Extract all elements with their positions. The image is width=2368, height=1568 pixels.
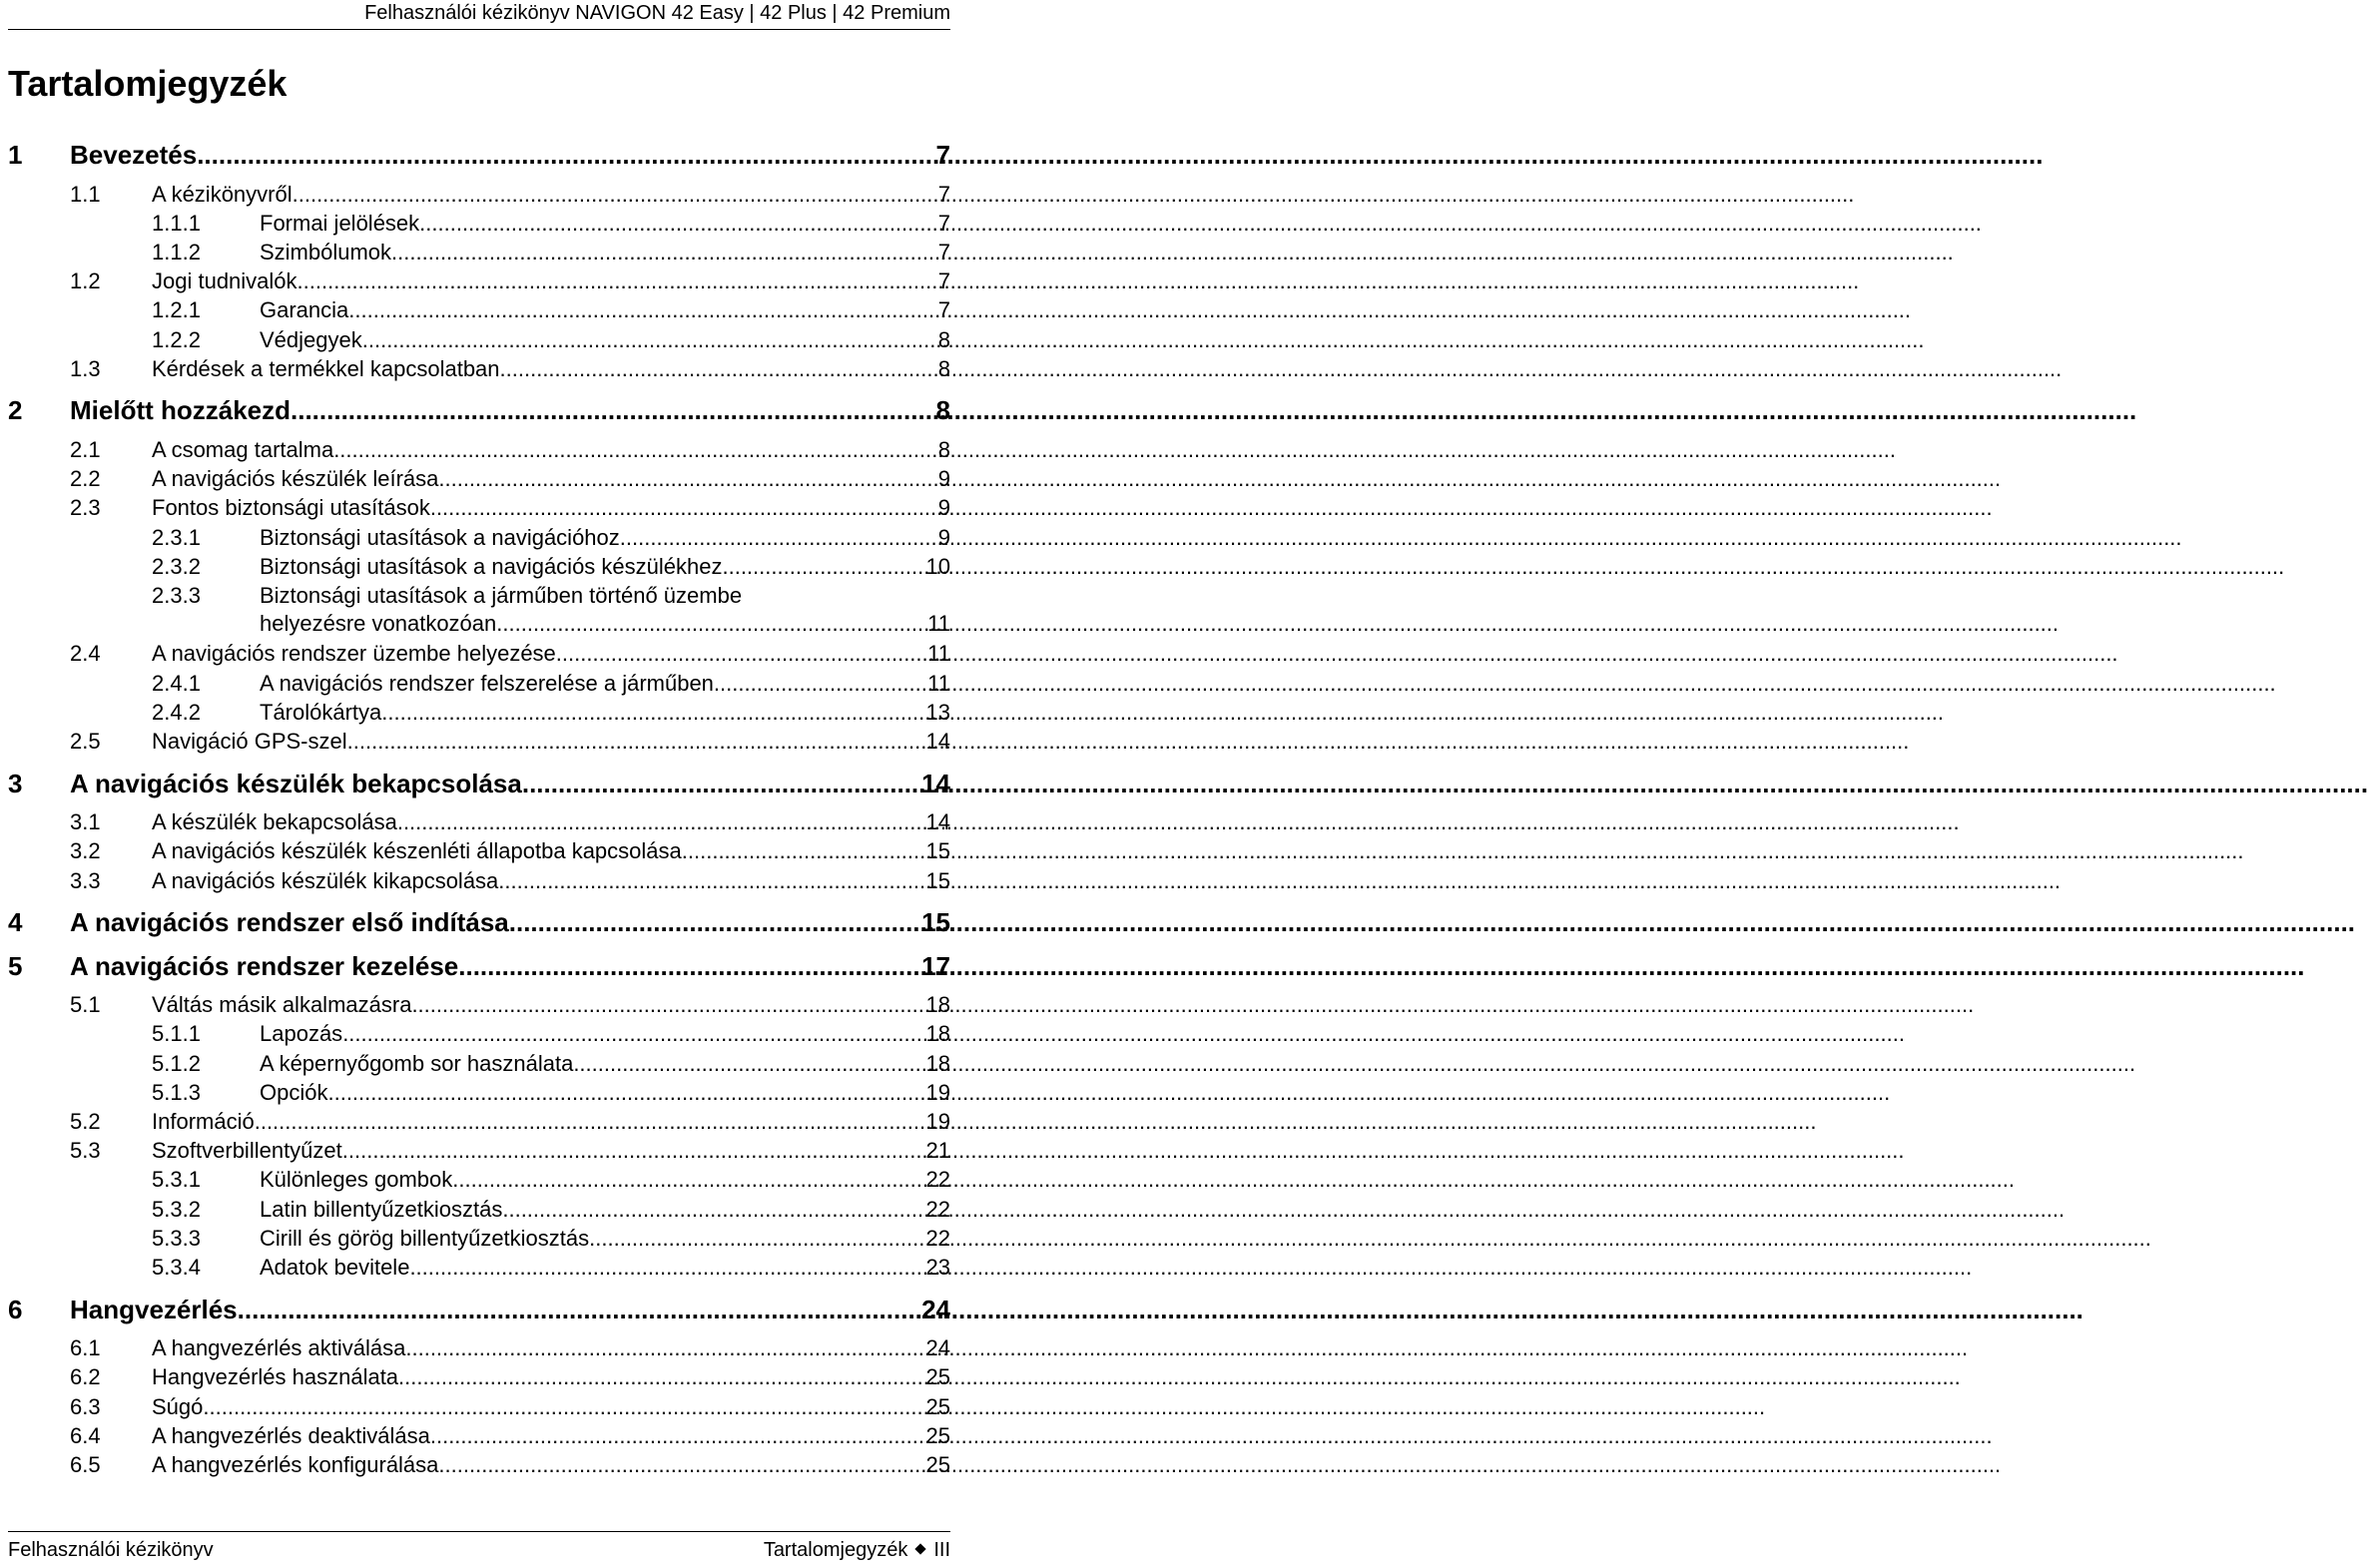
toc-entry[interactable]	[152, 1254, 950, 1282]
toc-entry[interactable]	[8, 1294, 950, 1325]
toc-entry-number: 1.1.1	[152, 210, 201, 236]
toc-entry-number: 2.2	[70, 466, 101, 492]
toc-dot-leader	[203, 1393, 925, 1421]
toc-entry-page: 14	[921, 768, 950, 798]
toc-entry-title: A navigációs készülék bekapcsolása	[70, 768, 522, 798]
toc-dot-leader	[419, 210, 938, 238]
toc-entry-number: 2.3.2	[152, 553, 201, 579]
toc-entry-page: 14	[925, 809, 950, 835]
toc-dot-leader	[620, 524, 938, 552]
toc-entry-page: 25	[925, 1364, 950, 1390]
toc-entry-number: 6.2	[70, 1364, 101, 1390]
toc-entry-title: Lapozás	[260, 1021, 343, 1047]
footer-page-number: III	[933, 1539, 950, 1561]
toc-entry[interactable]	[152, 1225, 950, 1253]
toc-entry-title: Hangvezérlés	[70, 1294, 238, 1324]
toc-entry[interactable]	[70, 837, 950, 865]
toc-entry-number: 2.3.3	[152, 582, 201, 608]
toc-entry-number: 5.3	[70, 1138, 101, 1164]
toc-entry-title: Formai jelölések	[260, 210, 420, 236]
toc-entry[interactable]	[152, 1166, 950, 1194]
toc-entry-number: 2.3	[70, 495, 101, 521]
toc-entry-page: 13	[925, 699, 950, 725]
toc-entry-page: 18	[925, 992, 950, 1018]
toc-entry-number: 5.1.3	[152, 1079, 201, 1105]
toc-entry-page: 7	[937, 181, 950, 207]
toc-entry-number: 5	[8, 950, 23, 981]
toc-entry-page: 25	[925, 1422, 950, 1448]
toc-entry-number: 1.2.1	[152, 297, 201, 323]
toc-entry[interactable]	[70, 267, 950, 295]
toc-entry-title: A készülék bekapcsolása	[152, 809, 397, 835]
toc-dot-leader	[197, 139, 935, 171]
toc-entry[interactable]	[152, 296, 950, 324]
toc-entry-title: Jogi tudnivalók	[152, 268, 297, 294]
toc-entry-number: 6.1	[70, 1335, 101, 1361]
toc-dot-leader	[573, 1050, 925, 1078]
toc-entry-number: 2.5	[70, 728, 101, 754]
toc-dot-leader	[589, 1225, 925, 1253]
toc-entry[interactable]	[8, 906, 950, 938]
toc-entry-page: 7	[935, 140, 950, 170]
toc-dot-leader	[714, 670, 927, 698]
toc-entry[interactable]	[70, 991, 950, 1019]
toc-dot-leader	[293, 181, 938, 209]
toc-entry-title: Latin billentyűzetkiosztás	[260, 1196, 503, 1222]
toc-entry[interactable]	[152, 670, 950, 698]
page-title: Tartalomjegyzék	[8, 63, 288, 104]
toc-entry-title: Mielőtt hozzákezd	[70, 395, 292, 426]
toc-entry-page: 8	[935, 395, 950, 426]
toc-entry[interactable]	[70, 728, 950, 756]
toc-dot-leader	[297, 267, 938, 295]
toc-entry-title: A navigációs készülék készenléti állapotba kapcsolása	[152, 838, 682, 864]
toc-entry-page: 7	[937, 297, 950, 323]
toc-entry-number: 1.1.2	[152, 239, 201, 264]
toc-dot-leader	[411, 991, 925, 1019]
toc-entry-page: 19	[925, 1109, 950, 1134]
toc-dot-leader	[458, 950, 921, 982]
toc-dot-leader	[438, 465, 937, 493]
toc-dot-leader	[522, 768, 921, 799]
toc-entry[interactable]	[152, 1196, 950, 1224]
toc-entry-title: A navigációs rendszer felszerelése a járműben	[260, 670, 714, 696]
toc-dot-leader	[398, 1363, 925, 1391]
toc-entry[interactable]	[70, 181, 950, 209]
toc-entry-number: 2.1	[70, 436, 101, 462]
toc-entry-number: 1.1	[70, 181, 101, 207]
toc-entry[interactable]	[152, 553, 950, 581]
toc-entry-title: A hangvezérlés konfigurálása	[152, 1452, 439, 1477]
toc-entry-number: 5.3.1	[152, 1167, 201, 1193]
toc-entry-title: Navigáció GPS-szel	[152, 728, 347, 754]
toc-entry-page: 19	[925, 1079, 950, 1105]
toc-dot-leader	[348, 296, 937, 324]
toc-entry-title: Bevezetés	[70, 140, 198, 170]
toc-entry-number: 5.3.4	[152, 1255, 201, 1280]
toc-dot-leader	[347, 728, 926, 756]
toc-entry-title: Szimbólumok	[260, 239, 392, 264]
toc-dot-leader	[430, 1422, 926, 1450]
toc-entry-number: 1.2.2	[152, 326, 201, 352]
toc-entry-title: A csomag tartalma	[152, 436, 334, 462]
toc-entry-title-continued: helyezésre vonatkozóan	[260, 610, 497, 636]
toc-entry-title: Fontos biztonsági utasítások	[152, 495, 430, 521]
page-footer	[0, 1527, 958, 1568]
footer-manual-name: Felhasználói kézikönyv	[8, 1539, 214, 1561]
toc-entry-page: 11	[927, 670, 950, 696]
toc-entry[interactable]	[70, 808, 950, 836]
toc-entry-title: Váltás másik alkalmazásra	[152, 992, 412, 1018]
toc-entry-page: 9	[937, 524, 950, 550]
toc-entry-number: 2.4.2	[152, 699, 201, 725]
toc-entry[interactable]	[70, 1422, 950, 1450]
toc-entry[interactable]	[152, 210, 950, 238]
toc-dot-leader	[452, 1166, 925, 1194]
toc-entry[interactable]	[8, 950, 950, 982]
toc-dot-leader	[502, 1196, 925, 1224]
toc-dot-leader	[405, 1334, 925, 1362]
toc-entry[interactable]	[70, 1137, 950, 1165]
table-of-contents	[0, 0, 958, 1568]
toc-dot-leader	[430, 494, 938, 522]
toc-entry-number: 2.3.1	[152, 524, 201, 550]
toc-dot-leader	[438, 1451, 925, 1479]
toc-entry-title: Különleges gombok	[260, 1167, 453, 1193]
toc-entry-page: 22	[925, 1196, 950, 1222]
toc-entry-number: 1.2	[70, 268, 101, 294]
toc-entry[interactable]	[152, 326, 950, 354]
toc-dot-leader	[342, 1137, 926, 1165]
toc-entry[interactable]	[152, 239, 950, 266]
toc-entry[interactable]	[70, 1334, 950, 1362]
toc-dot-leader	[682, 837, 926, 865]
footer-section-name: Tartalomjegyzék	[763, 1539, 908, 1561]
toc-entry[interactable]	[70, 640, 950, 668]
toc-entry-page: 7	[937, 268, 950, 294]
toc-dot-leader	[327, 1079, 925, 1107]
toc-entry-page: 8	[937, 326, 950, 352]
toc-entry-page: 25	[925, 1393, 950, 1419]
toc-entry-page: 22	[925, 1225, 950, 1251]
toc-entry-number: 5.1.2	[152, 1050, 201, 1076]
toc-dot-leader	[238, 1294, 921, 1325]
diamond-icon	[915, 1544, 926, 1555]
toc-entry-title: Garancia	[260, 297, 349, 323]
toc-entry-page: 8	[937, 436, 950, 462]
toc-entry-page: 23	[925, 1255, 950, 1280]
toc-entry-page: 11	[927, 641, 950, 667]
toc-entry-page: 22	[925, 1167, 950, 1193]
toc-entry[interactable]	[152, 1079, 950, 1107]
toc-entry-title: Védjegyek	[260, 326, 362, 352]
toc-entry[interactable]	[152, 1020, 950, 1048]
footer-section	[764, 1539, 950, 1561]
toc-entry-page: 15	[921, 907, 950, 938]
toc-entry[interactable]	[70, 1451, 950, 1479]
toc-entry-number: 6.4	[70, 1422, 101, 1448]
toc-entry-page: 9	[937, 495, 950, 521]
toc-entry-title: Biztonsági utasítások a navigációs készülékhez	[260, 553, 723, 579]
toc-dot-leader	[291, 394, 936, 426]
toc-entry-number: 3.1	[70, 809, 101, 835]
toc-entry[interactable]	[70, 465, 950, 493]
toc-dot-leader	[500, 355, 938, 383]
toc-dot-leader	[556, 640, 927, 668]
toc-entry-title: Biztonsági utasítások a navigációhoz	[260, 524, 620, 550]
toc-entry[interactable]	[70, 1363, 950, 1391]
toc-entry-title: A hangvezérlés aktiválása	[152, 1335, 406, 1361]
toc-entry[interactable]	[70, 494, 950, 522]
toc-entry-number: 5.3.3	[152, 1225, 201, 1251]
toc-entry-number: 3.2	[70, 838, 101, 864]
toc-dot-leader	[255, 1108, 926, 1136]
toc-entry-title: Opciók	[260, 1079, 328, 1105]
toc-entry-page: 9	[937, 466, 950, 492]
toc-entry-title: Információ	[152, 1109, 255, 1134]
toc-entry[interactable]	[8, 768, 950, 799]
toc-entry-page: 24	[921, 1294, 950, 1324]
toc-entry-number: 1.3	[70, 355, 101, 381]
toc-dot-leader	[333, 436, 938, 464]
toc-entry-number: 5.2	[70, 1109, 101, 1134]
toc-entry-number: 4	[8, 907, 23, 938]
toc-dot-leader	[498, 867, 925, 895]
toc-entry[interactable]	[8, 139, 950, 171]
toc-entry-page: 18	[925, 1050, 950, 1076]
toc-dot-leader	[722, 553, 925, 581]
toc-entry[interactable]	[152, 524, 950, 552]
toc-dot-leader	[509, 906, 921, 938]
toc-entry-title: Biztonsági utasítások a járműben történő üzembe	[260, 582, 743, 608]
toc-entry-number: 3.3	[70, 867, 101, 893]
toc-entry-number: 2	[8, 395, 23, 426]
toc-entry[interactable]	[70, 436, 950, 464]
toc-dot-leader	[409, 1254, 925, 1282]
toc-entry-number: 2.4.1	[152, 670, 201, 696]
toc-entry-page: 17	[921, 950, 950, 981]
toc-entry-page: 21	[925, 1138, 950, 1164]
toc-entry-title: A navigációs rendszer első indítása	[70, 907, 509, 938]
toc-entry-title: Tárolókártya	[260, 699, 382, 725]
toc-entry-number: 2.4	[70, 641, 101, 667]
toc-entry-page: 18	[925, 1021, 950, 1047]
toc-dot-leader	[391, 239, 938, 266]
toc-entry-title: Adatok bevitele	[260, 1255, 410, 1280]
toc-entry-number: 5.1	[70, 992, 101, 1018]
toc-entry-title: Cirill és görög billentyűzetkiosztás	[260, 1225, 590, 1251]
toc-entry-number: 1	[8, 140, 23, 170]
toc-entry[interactable]	[8, 394, 950, 426]
toc-dot-leader	[381, 699, 925, 727]
toc-entry-page: 11	[927, 610, 950, 636]
toc-entry[interactable]	[70, 1393, 950, 1421]
toc-entry[interactable]	[70, 867, 950, 895]
toc-entry-page: 8	[937, 355, 950, 381]
toc-dot-leader	[397, 808, 926, 836]
footer-rule	[8, 1531, 950, 1532]
toc-entry-page: 7	[937, 210, 950, 236]
toc-entry[interactable]	[152, 699, 950, 727]
toc-entry-title: A navigációs készülék kikapcsolása	[152, 867, 499, 893]
toc-entry-title: A navigációs rendszer üzembe helyezése	[152, 641, 556, 667]
toc-entry-title: A hangvezérlés deaktiválása	[152, 1422, 430, 1448]
toc-dot-leader	[342, 1020, 925, 1048]
toc-entry-title: A navigációs készülék leírása	[152, 466, 439, 492]
toc-entry[interactable]	[152, 582, 950, 638]
toc-entry-title: A képernyőgomb sor használata	[260, 1050, 574, 1076]
toc-entry-continuation	[260, 610, 950, 638]
toc-entry-number: 5.3.2	[152, 1196, 201, 1222]
toc-entry-number: 5.1.1	[152, 1021, 201, 1047]
toc-entry-page: 14	[925, 728, 950, 754]
toc-entry[interactable]	[70, 355, 950, 383]
toc-dot-leader	[362, 326, 938, 354]
toc-entry-page: 24	[925, 1335, 950, 1361]
toc-entry-title: A navigációs rendszer kezelése	[70, 950, 459, 981]
toc-entry-number: 6.5	[70, 1452, 101, 1477]
toc-entry-number: 3	[8, 768, 23, 798]
toc-entry-title: Szoftverbillentyűzet	[152, 1138, 342, 1164]
toc-entry-page: 10	[925, 553, 950, 579]
toc-entry[interactable]	[152, 1050, 950, 1078]
header-title: Felhasználói kézikönyv NAVIGON 42 Easy | 42 Plus | 42 Premium	[364, 2, 950, 24]
toc-entry-title: Súgó	[152, 1393, 204, 1419]
toc-entry-page: 25	[925, 1452, 950, 1477]
toc-entry-page: 15	[925, 867, 950, 893]
toc-entry-page: 7	[937, 239, 950, 264]
toc-dot-leader	[496, 610, 927, 638]
toc-entry[interactable]	[70, 1108, 950, 1136]
toc-entry-number: 6.3	[70, 1393, 101, 1419]
toc-entry-title: Hangvezérlés használata	[152, 1364, 399, 1390]
toc-entry-title: A kézikönyvről	[152, 181, 293, 207]
toc-entry-title: Kérdések a termékkel kapcsolatban	[152, 355, 500, 381]
toc-entry-number: 6	[8, 1294, 23, 1324]
toc-entry-page: 15	[925, 838, 950, 864]
